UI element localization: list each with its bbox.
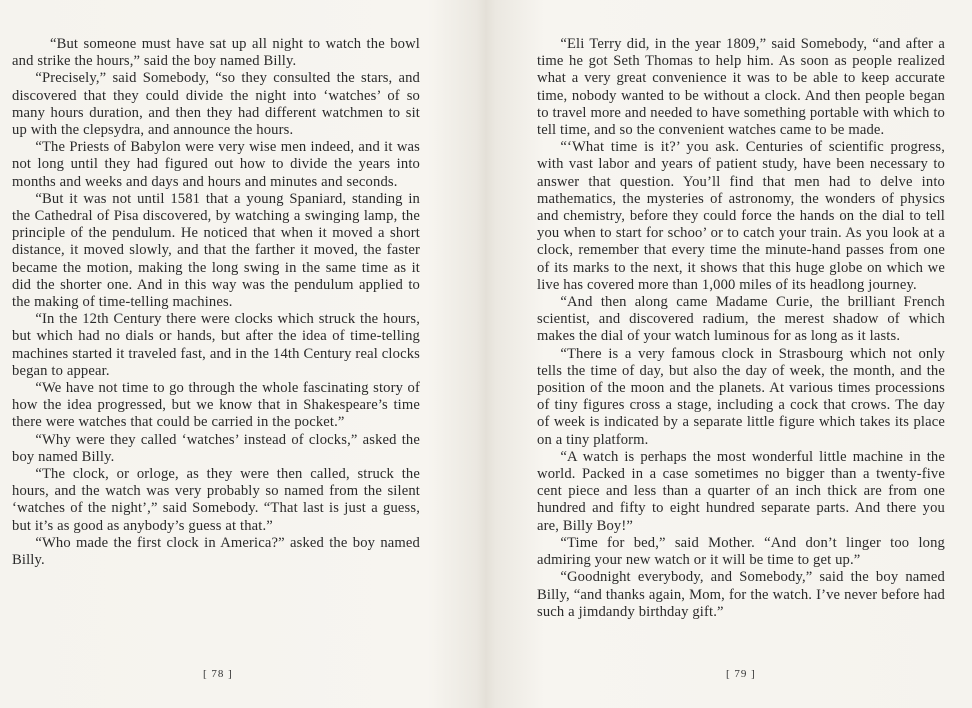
paragraph: “Why were they called ‘watches’ instead of clocks,” asked the boy named Billy.: [12, 431, 420, 465]
paragraph: “Precisely,” said Somebody, “so they consulted the stars, and discovered that they could divide the night into ‘watches’ of so many hours duration, and then they had different watchmen to sit up with the clepsydra, and announce the hours.: [12, 70, 420, 139]
paragraph: “We have not time to go through the whole fascinating story of how the idea progressed, but we know that in Shakespeare’s time there were watches that could be carried in the pocket.”: [12, 380, 420, 431]
left-page: [12, 36, 420, 569]
paragraph: “The clock, or orloge, as they were then called, struck the hours, and the watch was very probably so named from the silent ‘watches of the night’,” said Somebody. “That last is just a guess, but it’s as good as anybody’s guess at that.”: [12, 466, 420, 534]
paragraph: “Time for bed,” said Mother. “And don’t linger too long admiring your new watch or it will be time to get up.”: [537, 534, 945, 569]
paragraph: “Eli Terry did, in the year 1809,” said Somebody, “and after a time he got Seth Thomas to help him. As soon as people realized what a very great convenience it was to be able to keep accurate time, nobody wanted to be without a clock. And then people began to travel more and needed to have something portable with which to tell time, and so the convenient watches came to be made.: [537, 36, 945, 139]
paragraph: “Goodnight everybody, and Somebody,” said the boy named Billy, “and thanks again, Mom, for the watch. I’ve never before had such a jimdandy birthday gift.”: [537, 569, 945, 620]
paragraph: “A watch is perhaps the most wonderful little machine in the world. Packed in a case sometimes no bigger than a twenty-five cent piece and less than a quarter of an inch thick are from one hundred and fifty to eight hundred separate parts. And there you are, Billy Boy!”: [537, 448, 945, 534]
paragraph: “There is a very famous clock in Strasbourg which not only tells the time of day, but also the day of week, the month, and the position of the moon and the planets. At various times processions of tiny figures cross a stage, including a cock that crows. The day of week is indicated by a separate little figure which takes its place on a tiny platform.: [537, 345, 945, 448]
right-page: [537, 36, 945, 621]
paragraph: “Who made the first clock in America?” asked the boy named Billy.: [12, 534, 420, 569]
paragraph: “But it was not until 1581 that a young Spaniard, standing in the Cathedral of Pisa discovered, by watching a swinging lamp, the principle of the pendulum. He noticed that when it moved a short distance, it moved slowly, and that the farther it moved, the faster became the motion, making the long swing in the same time as it did the shorter one. And in this way was the pendulum applied to the making of time-telling machines.: [12, 190, 420, 311]
paragraph: “The Priests of Babylon were very wise men indeed, and it was not long until they had figured out how to divide the years into months and weeks and days and hours and minutes and seconds.: [12, 139, 420, 190]
page-number: [ 79 ]: [726, 668, 756, 680]
paragraph: “In the 12th Century there were clocks which struck the hours, but which had no dials or hands, but after the idea of time-telling machines started it traveled fast, and in the 14th Century real clocks began to appear.: [12, 311, 420, 379]
page-number: [ 78 ]: [203, 668, 233, 680]
paragraph: “And then along came Madame Curie, the brilliant French scientist, and discovered radium, the merest shadow of which makes the dial of your watch luminous for as long as it lasts.: [537, 294, 945, 345]
paragraph: “But someone must have sat up all night to watch the bowl and strike the hours,” said the boy named Billy.: [12, 36, 420, 70]
paragraph: “‘What time is it?’ you ask. Centuries of scientific progress, with vast labor and years of patient study, have been necessary to answer that question. You’ll find that men had to delve into mathematics, the mysteries of astronomy, the wonders of physics and chemistry, before they could force the hands on the dial to tell you when to start for schoo’ or to catch your train. As you look at a clock, remember that every time the minute-hand passes from one of its marks to the next, it shows that this huge globe on which we live has covered more than 1,000 miles of its headlong journey.: [537, 139, 945, 293]
